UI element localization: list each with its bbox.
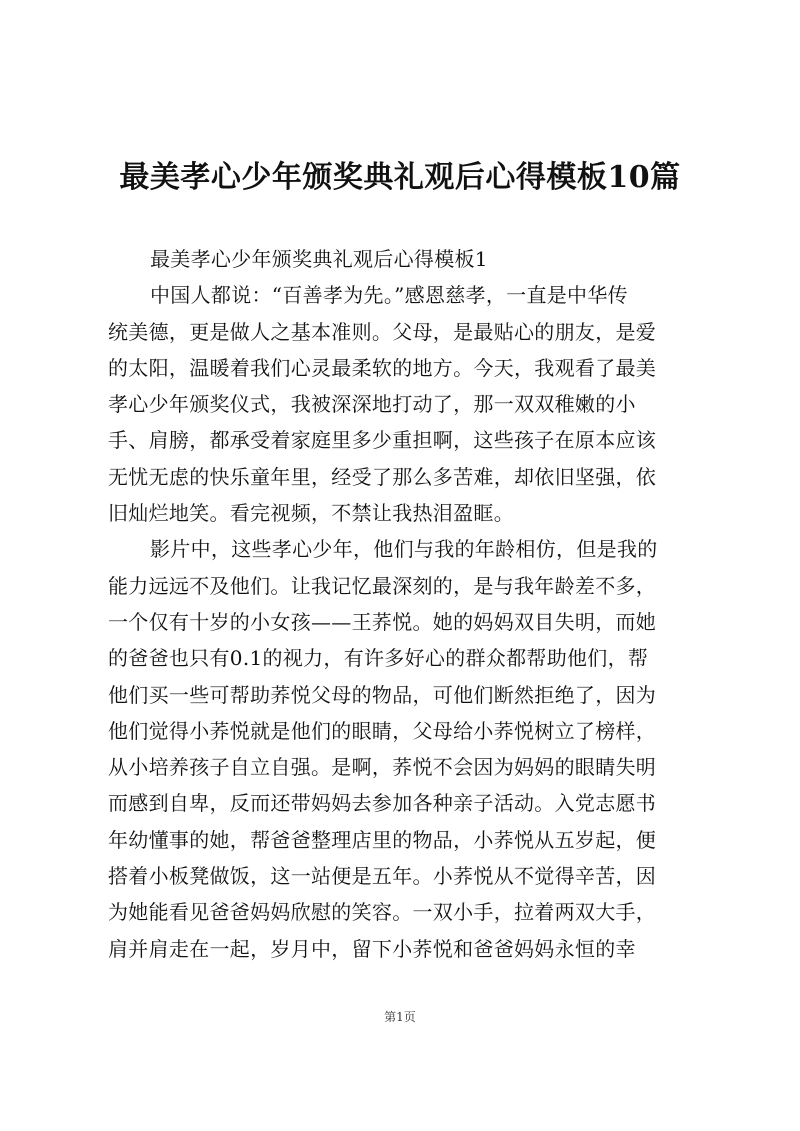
paragraph-line: 而感到自卑，反而还带妈妈去参加各种亲子活动。入党志愿书 (108, 791, 657, 816)
paragraph-line: 肩并肩走在一起，岁月中，留下小荞悦和爸爸妈妈永恒的幸 (108, 936, 636, 961)
paragraph-line: 为她能看见爸爸妈妈欣慰的笑容。一双小手，拉着两双大手， (108, 900, 657, 925)
paragraph-line: 中国人都说：“百善孝为先。”感恩慈孝，一直是中华传 (150, 283, 628, 308)
document-body (108, 241, 688, 967)
paragraph-line: 孝心少年颁奖仪式，我被深深地打动了，那一双双稚嫩的小 (108, 392, 636, 417)
paragraph-line: 能力远远不及他们。让我记忆最深刻的，是与我年龄差不多， (108, 573, 657, 598)
section-heading: 最美孝心少年颁奖典礼观后心得模板1 (150, 247, 488, 271)
paragraph-line: 旧灿烂地笑。看完视频，不禁让我热泪盈眶。 (108, 501, 514, 526)
paragraph-line: 影片中，这些孝心少年，他们与我的年龄相仿，但是我的 (150, 537, 658, 562)
paragraph-line: 年幼懂事的她，帮爸爸整理店里的物品，小荞悦从五岁起，便 (108, 827, 657, 852)
paragraph-line: 他们觉得小荞悦就是他们的眼睛，父母给小荞悦树立了榜样， (108, 718, 657, 743)
paragraph-line: 无忧无虑的快乐童年里，经受了那么多苦难，却依旧坚强，依 (108, 464, 657, 489)
document-title: 最美孝心少年颁奖典礼观后心得模板10篇 (119, 160, 681, 195)
paragraph-line: 的爸爸也只有0.1的视力，有许多好心的群众都帮助他们，帮 (108, 646, 649, 671)
page-number: 第1页 (384, 1010, 416, 1024)
paragraph-line: 统美德，更是做人之基本准则。父母，是最贴心的朋友，是爱 (108, 319, 657, 344)
paragraph-line: 手、肩膀，都承受着家庭里多少重担啊，这些孩子在原本应该 (108, 428, 657, 453)
paragraph-line: 的太阳，温暖着我们心灵最柔软的地方。今天，我观看了最美 (108, 355, 657, 380)
paragraph-line: 搭着小板凳做饭，这一站便是五年。小荞悦从不觉得辛苦，因 (108, 864, 657, 889)
paragraph-line: 他们买一些可帮助荞悦父母的物品，可他们断然拒绝了，因为 (108, 682, 657, 707)
paragraph-line: 一个仅有十岁的小女孩——王荞悦。她的妈妈双目失明，而她 (108, 609, 657, 634)
paragraph-line: 从小培养孩子自立自强。是啊，荞悦不会因为妈妈的眼睛失明 (108, 755, 657, 780)
